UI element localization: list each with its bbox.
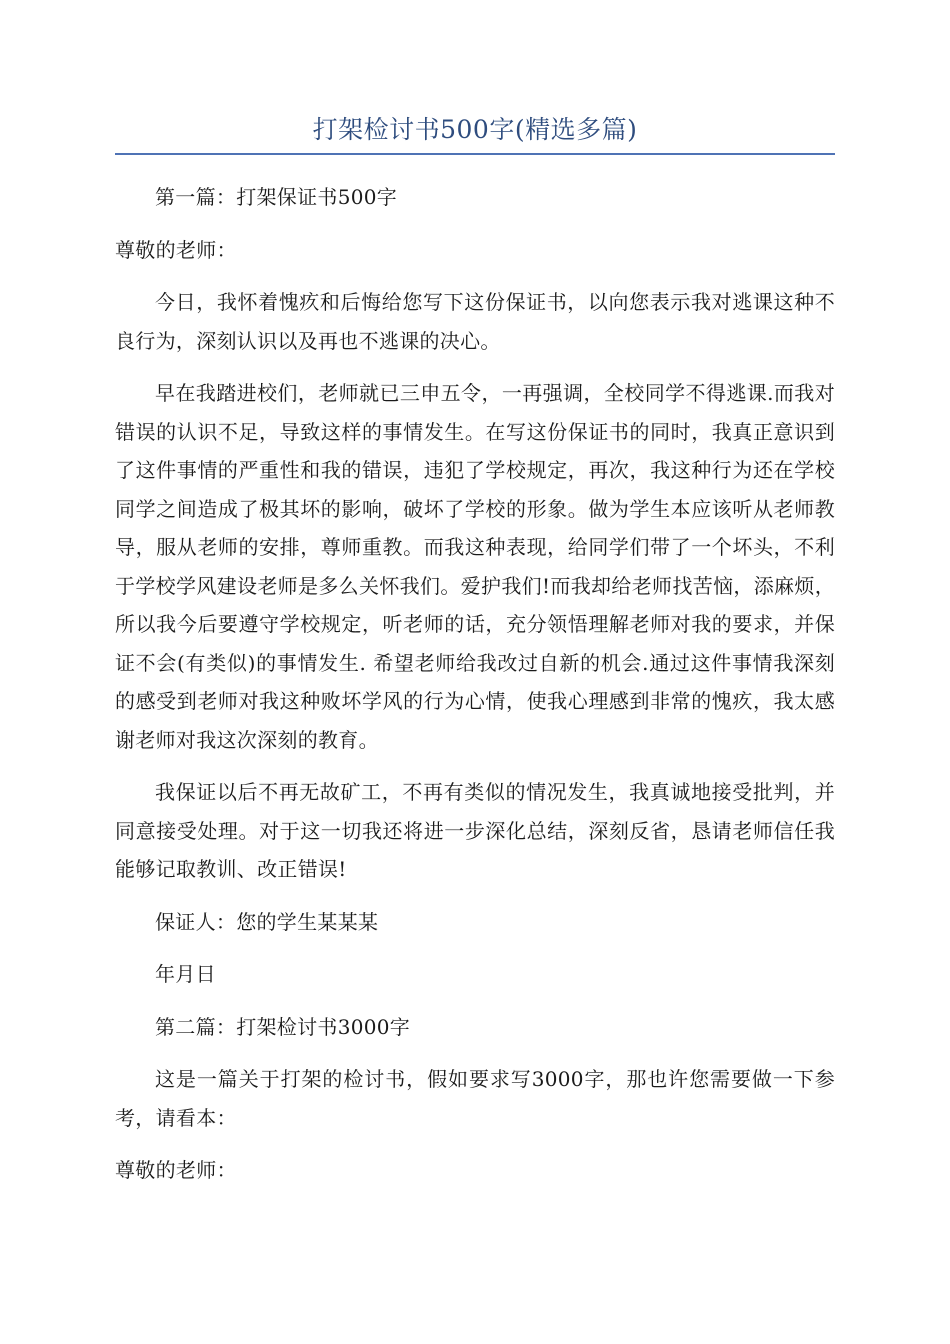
paragraph: 我保证以后不再无故矿工，不再有类似的情况发生，我真诚地接受批判，并同意接受处理。对于这一切我还将进一步深化总结，深刻反省，恳请老师信任我能够记取教训、改正错误! bbox=[115, 780, 835, 881]
salutation: 尊敬的老师： bbox=[115, 1158, 237, 1182]
date-line: 年月日 bbox=[155, 962, 216, 986]
title-underline bbox=[115, 153, 835, 155]
paragraph: 今日，我怀着愧疚和后悔给您写下这份保证书，以向您表示我对逃课这种不良行为，深刻认识以及再也不逃课的决心。 bbox=[115, 290, 835, 353]
salutation: 尊敬的老师： bbox=[115, 237, 237, 262]
section-heading-2: 第二篇：打架检讨书3000字 bbox=[155, 1014, 411, 1039]
paragraph: 早在我踏进校们，老师就已三申五令，一再强调，全校同学不得逃课.而我对错误的认识不足，导致这样的事情发生。在写这份保证书的同时，我真正意识到了这件事情的严重性和我的错误，违犯了学校规定，再次，我这种行为还在学校同学之间造成了极其坏的影响，破坏了学校的形象。做为学生本应该听从老师教导，服从老师的安排，尊师重教。而我这种表现，给同学们带了一个坏头，不利于学校学风建设老师是多么关怀我们。爱护我们!而我却给老师找苦恼，添麻烦，所以我今后要遵守学校规定，听老师的话，充分领悟理解老师对我的要求，并保证不会(有类似)的事情发生. 希望老师给我改过自新的机会.通过这件事情我深刻的感受到老师对我这种败坏学风的行为心情，使我心理感到非常的愧疚，我太感谢老师对我这次深刻的教育。 bbox=[115, 381, 835, 752]
document-title: 打架检讨书500字(精选多篇) bbox=[312, 115, 638, 144]
signature-line: 保证人：您的学生某某某 bbox=[155, 909, 379, 934]
document-body bbox=[115, 178, 835, 1204]
section-heading-1: 第一篇：打架保证书500字 bbox=[155, 185, 398, 209]
paragraph: 这是一篇关于打架的检讨书，假如要求写3000字，那也许您需要做一下参考，请看本： bbox=[115, 1067, 835, 1130]
